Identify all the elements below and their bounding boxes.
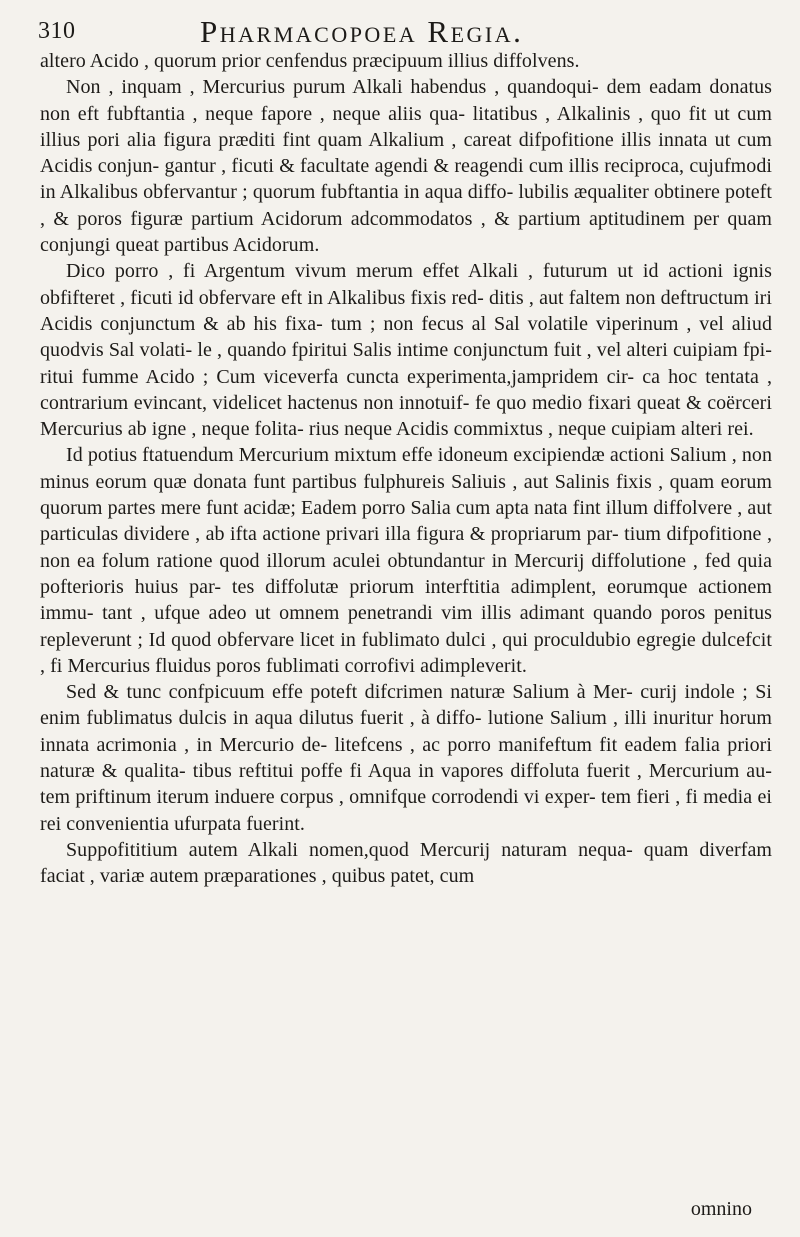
paragraph: Sed & tunc confpicuum effe poteft difcrimen naturæ Salium à Mer- curij indole ; Si enim fublimatus dulcis in aqua dilutus fuerit , à diffo- lutione Salium , illi inuritur horum innata acrimonia , in Mercurio de- litefcens , ac porro manifeftum fit eadem falia priori naturæ & qualita- tibus reftitui poffe fi Aqua in vapores diffoluta fuerit , Mercurium au- tem priftinum iterum induere corpus , omnifque corrodendi vi exper- tem fieri , fi media ei rei convenientia ufurpata fuerint. bbox=[40, 681, 772, 835]
running-head: Pharmacopoea Regia. bbox=[200, 14, 524, 49]
page-body bbox=[40, 48, 772, 890]
paragraph: Suppofititium autem Alkali nomen,quod Mercurij naturam nequa- quam diverfam faciat , variæ autem præparationes , quibus patet, cum bbox=[40, 838, 772, 888]
paragraph-continued: altero Acido , quorum prior cenfendus præcipuum illius diffolvens. bbox=[40, 50, 580, 72]
page-header bbox=[38, 14, 778, 48]
catchword: omnino bbox=[690, 1198, 752, 1220]
page-number: 310 bbox=[38, 18, 76, 44]
paragraph: Dico porro , fi Argentum vivum merum effet Alkali , futurum ut id actioni ignis obfifteret , ficuti id obfervare eft in Alkalibus fixis red- ditis , aut faltem non deftructum iri Acidis conjunctum & ab his fixa- tum ; non fecus al Sal volatile viperinum , vel aliud quodvis Sal volati- le , quando fpiritui Salis intime conjunctum fuit , vel alteri cuipiam fpi- ritui fumme Acido ; Cum viceverfa cuncta experimenta,jampridem cir- ca hoc tentata , contrarium evincant, videlicet hactenus non innotuif- fe quo medio fixari queat & coërceri Mercurius ab igne , neque folita- rius neque Acidis commixtus , neque cuipiam alteri rei. bbox=[40, 260, 772, 441]
paragraph: Non , inquam , Mercurius purum Alkali habendus , quandoqui- dem eadam donatus non eft fubftantia , neque fapore , neque aliis qua- litatibus , Alkalinis , quo fit ut cum illius pori alia figura præditi fint quam Alkalium , careat difpofitione illis innata ut cum Acidis conjun- gantur , ficuti & facultate agendi & reagendi cum illis reciproca, cujufmodi in Alkalibus obfervantur ; quorum fubftantia in aqua diffo- lubilis æqualiter obtinere poteft , & poros figuræ partium Acidorum adcommodatos , & partium aptitudinem per quam conjungi queat partibus Acidorum. bbox=[40, 76, 772, 257]
paragraph: Id potius ftatuendum Mercurium mixtum effe idoneum excipiendæ actioni Salium , non minus eorum quæ donata funt partibus fulphureis Saliuis , aut Salinis fixis , quam eorum quorum partes mere funt acidæ; Eadem porro Salia cum apta nata fint illum diffolvere , aut particulas dividere , ab ifta actione privari illa figura & propriarum par- tium difpofitione , non ea folum ratione quod illorum aculei obtundantur in Mercurij diffolutione , fed quia pofterioris huius par- tes diffolutæ priorum interftitia adimplent, eorumque actionem immu- tant , ufque adeo ut omnem penetrandi vim illis adimant quando poros penitus repleverunt ; Id quod obfervare licet in fublimato dulci , qui proculdubio egregie dulcefcit , fi Mercurius fluidus poros fublimati corrofivi adimpleverit. bbox=[40, 444, 772, 677]
